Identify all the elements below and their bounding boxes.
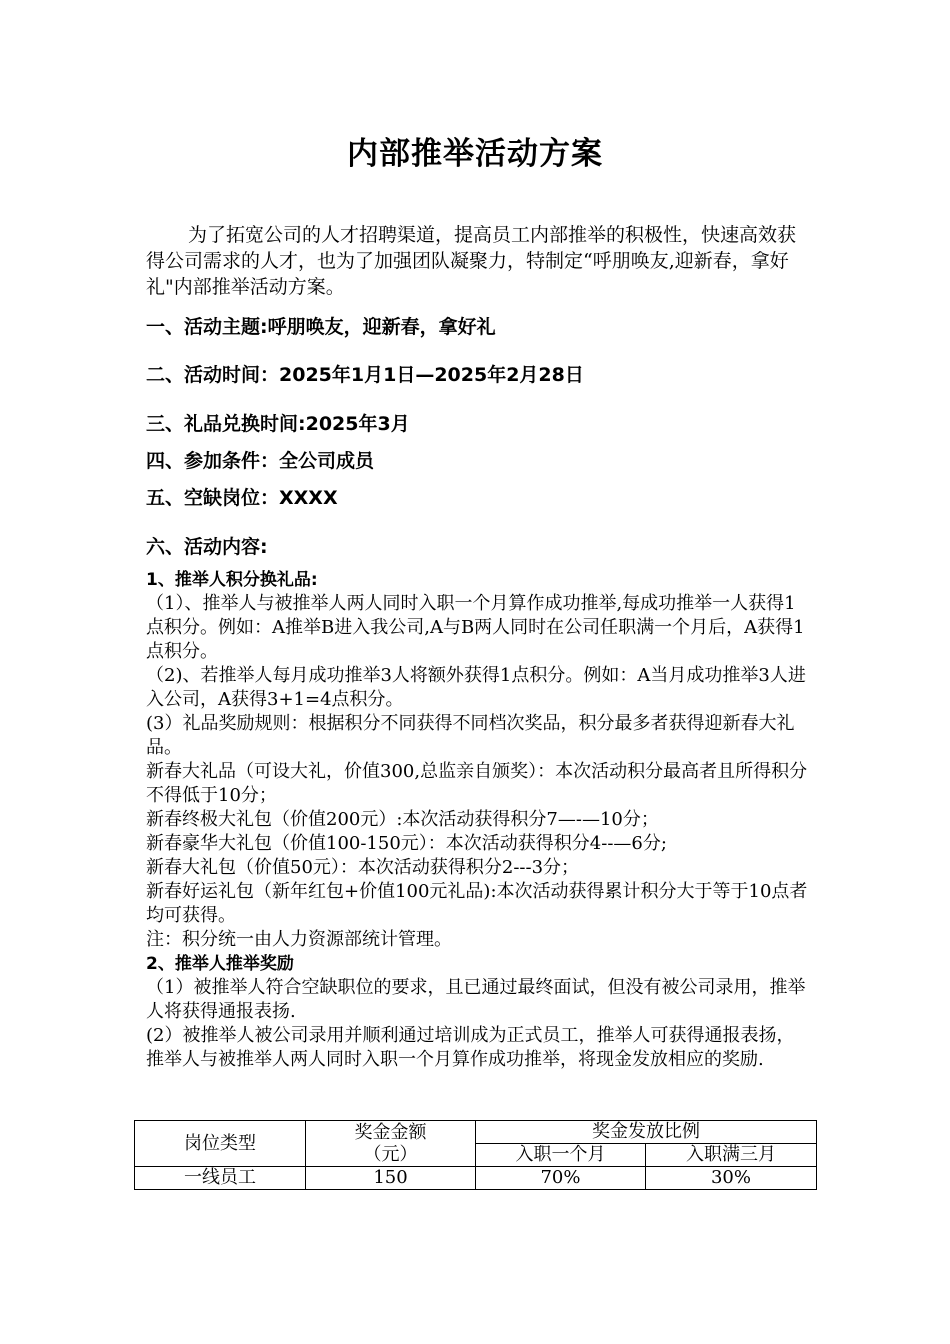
table-row <box>135 1167 817 1190</box>
header-position-type-label: 岗位类型 <box>184 1132 256 1154</box>
part1-note: 注：积分统一由人力资源部统计管理。 <box>146 929 452 950</box>
part1-item: 新春终极大礼包（价值200元）:本次活动获得积分7—-—10分； <box>146 809 659 830</box>
section-time: 二、活动时间：2025年1月1日—2025年2月28日 <box>146 364 584 386</box>
document-body <box>146 222 810 1072</box>
part1-item: （1）、推举人与被推举人两人同时入职一个月算作成功推举,每成功推举一人获得1点积分。例如：A推举B进入我公司,A与B两人同时在公司任职满一个月后，A获得1点积分。 <box>146 593 805 662</box>
part1-item: 新春大礼品（可设大礼，价值300,总监亲自颁奖）：本次活动积分最高者且所得积分不得低于10分； <box>146 761 808 806</box>
section-content: 六、活动内容: <box>146 536 268 558</box>
part1-item: 新春好运礼包（新年红包+价值100元礼品):本次活动获得累计积分大于等于10点者均可获得。 <box>146 881 808 926</box>
intro-paragraph: 为了拓宽公司的人才招聘渠道，提高员工内部推举的积极性，快速高效获得公司需求的人才，也为了加强团队凝聚力，特制定“呼朋唤友,迎新春，拿好礼"内部推举活动方案。 <box>146 224 797 298</box>
subheader-one-month: 入职一个月 <box>476 1144 646 1167</box>
bonus-table <box>134 1120 817 1190</box>
part2-item: (2）被推举人被公司录用并顺利通过培训成为正式员工，推举人可获得通报表扬，推举人与被推举人两人同时入职一个月算作成功推举，将现金发放相应的奖励. <box>146 1025 795 1070</box>
part1-item: 新春大礼包（价值50元）：本次活动获得积分2---3分； <box>146 857 580 878</box>
part1-item: (3）礼品奖励规则：根据积分不同获得不同档次奖品，积分最多者获得迎新春大礼品。 <box>146 713 795 758</box>
cell-ratio-three-months: 30% <box>646 1167 817 1190</box>
section-conditions: 四、参加条件：全公司成员 <box>146 450 375 472</box>
header-bonus-amount <box>306 1121 476 1167</box>
part2-item: （1）被推举人符合空缺职位的要求，且已通过最终面试，但没有被公司录用，推举人将获得通报表扬. <box>146 977 806 1022</box>
header-position-type <box>135 1121 306 1167</box>
cell-position-type: 一线员工 <box>135 1167 306 1190</box>
table-header-row <box>135 1121 817 1144</box>
cell-bonus-amount: 150 <box>306 1167 476 1190</box>
part1-heading: 1、推举人积分换礼品: <box>146 570 318 590</box>
section-positions: 五、空缺岗位：XXXX <box>146 487 338 509</box>
section-exchange: 三、礼品兑换时间:2025年3月 <box>146 413 410 435</box>
header-payout-ratio-label: 奖金发放比例 <box>592 1121 700 1142</box>
header-bonus-amount-line1: 奖金金额 <box>354 1121 427 1143</box>
cell-ratio-one-month: 70% <box>476 1167 646 1190</box>
header-bonus-amount-line2: （元） <box>363 1143 418 1165</box>
header-payout-ratio <box>476 1121 817 1144</box>
part2-heading: 2、推举人推举奖励 <box>146 954 294 974</box>
document-title: 内部推举活动方案 <box>347 136 603 172</box>
subheader-three-months: 入职满三月 <box>646 1144 817 1167</box>
section-theme: 一、活动主题:呼朋唤友，迎新春，拿好礼 <box>146 316 496 338</box>
part1-item: 新春豪华大礼包（价值100-150元）：本次活动获得积分4--—6分; <box>146 833 667 854</box>
part1-item: （2)、若推举人每月成功推举3人将额外获得1点积分。例如：A当月成功推举3人进入公司，A获得3+1=4点积分。 <box>146 665 806 710</box>
